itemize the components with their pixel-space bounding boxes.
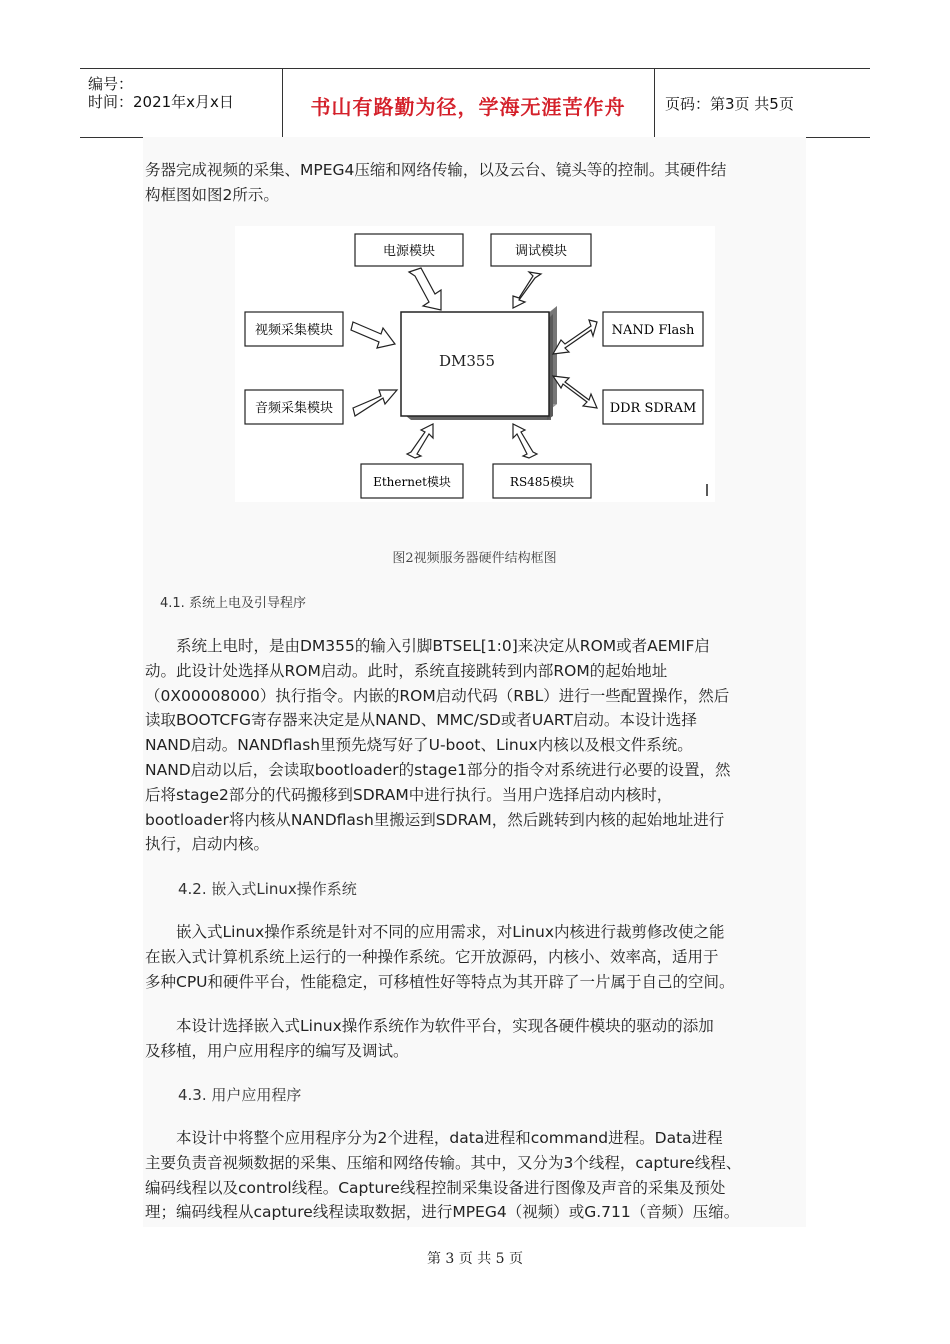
text-line: （0X00008000）执行指令。内嵌的ROM启动代码（RBL）进行一些配置操作，然后	[145, 686, 730, 705]
hardware-block-diagram	[235, 226, 715, 502]
page-footer: 第 3 页 共 5 页	[426, 1251, 524, 1267]
ethernet-module	[361, 464, 463, 498]
dm355-block	[401, 306, 557, 420]
power-module-label: 电源模块	[382, 244, 436, 259]
text-line: 读取BOOTCFG寄存器来决定是从NAND、MMC/SD或者UART启动。本设计选择	[145, 711, 697, 730]
ddr-sdram-module	[603, 390, 703, 424]
rs485-arrow	[513, 424, 537, 458]
text-line: 本设计选择嵌入式Linux操作系统作为软件平台，实现各硬件模块的驱动的添加	[145, 1017, 714, 1035]
app-paragraph	[145, 1126, 811, 1225]
page-label: 页码：第3页 共5页	[665, 95, 794, 113]
date-label: 时间：2021年x月x日	[88, 93, 234, 111]
ethernet-module-label: Ethernet模块	[373, 475, 451, 489]
nand-module-label: NAND Flash	[611, 323, 695, 338]
debug-module-label: 调试模块	[514, 244, 568, 259]
header-meta-cell	[80, 69, 283, 137]
video-module-label: 视频采集模块	[254, 323, 334, 338]
text-line: 本设计中将整个应用程序分为2个进程，data进程和command进程。Data进程	[145, 1129, 723, 1147]
nand-arrow	[553, 320, 597, 354]
video-arrow	[351, 322, 395, 348]
audio-arrow	[353, 390, 397, 416]
linux-paragraph-2	[145, 1014, 811, 1064]
nand-flash-module	[603, 312, 703, 346]
header-page-cell	[655, 69, 870, 137]
audio-capture-module	[245, 390, 343, 424]
linux-paragraph-1	[145, 920, 811, 994]
boot-paragraph	[145, 634, 811, 857]
text-line: 编码线程以及control线程。Capture线程控制采集设备进行图像及声音的采集及预处	[145, 1178, 726, 1197]
power-arrow	[409, 268, 441, 310]
dm355-label: DM355	[438, 352, 496, 370]
text-line: 务器完成视频的采集、MPEG4压缩和网络传输，以及云台、镜头等的控制。其硬件结	[145, 161, 727, 179]
number-label: 编号：	[88, 75, 134, 93]
debug-module	[491, 234, 591, 266]
rs485-module-label: RS485模块	[509, 475, 575, 489]
text-line: 在嵌入式计算机系统上运行的一种操作系统。它开放源码，内核小、效率高，适用于	[145, 947, 719, 966]
text-line: 系统上电时，是由DM355的输入引脚BTSEL[1:0]来决定从ROM或者AEMIF启	[145, 637, 710, 655]
rs485-module	[493, 464, 591, 498]
motto: 书山有路勤为径，学海无涯苦作舟	[310, 95, 626, 119]
header-motto-cell	[282, 69, 655, 137]
text-line: 动。此设计处选择从ROM启动。此时，系统直接跳转到内部ROM的起始地址	[145, 661, 668, 680]
video-capture-module	[245, 312, 343, 346]
section-heading-4-1: 4.1. 系统上电及引导程序	[160, 596, 306, 611]
text-line: 构框图如图2所示。	[145, 185, 279, 204]
power-module	[355, 234, 463, 266]
ddr-module-label: DDR SDRAM	[609, 401, 697, 416]
text-line: 多种CPU和硬件平台，性能稳定，可移植性好等特点为其开辟了一片属于自己的空间。	[145, 972, 735, 991]
text-line: 主要负责音视频数据的采集、压缩和网络传输。其中，又分为3个线程，capture线程、	[145, 1153, 742, 1172]
page-header	[80, 68, 870, 138]
text-line: 执行，启动内核。	[145, 835, 270, 854]
debug-arrow	[513, 272, 541, 308]
text-line: NAND启动以后，会读取bootloader的stage1部分的指令对系统进行必要的设置，然	[145, 760, 731, 779]
text-line: 理；编码线程从capture线程读取数据，进行MPEG4（视频）或G.711（音频）压缩。	[145, 1203, 740, 1222]
audio-module-label: 音频采集模块	[254, 401, 334, 416]
text-line: bootloader将内核从NANDflash里搬运到SDRAM，然后跳转到内核的起始地址进行	[145, 810, 725, 829]
ethernet-arrow	[407, 424, 433, 458]
ddr-arrow	[553, 376, 597, 408]
section-heading-4-2: 4.2. 嵌入式Linux操作系统	[178, 880, 357, 898]
text-line: 后将stage2部分的代码搬移到SDRAM中进行执行。当用户选择启动内核时，	[145, 785, 673, 804]
section-heading-4-3: 4.3. 用户应用程序	[178, 1086, 302, 1104]
text-line: 及移植，用户应用程序的编写及调试。	[145, 1041, 409, 1060]
text-line: 嵌入式Linux操作系统是针对不同的应用需求，对Linux内核进行裁剪修改使之能	[145, 923, 725, 941]
figure-caption: 图2视频服务器硬件结构框图	[392, 551, 557, 566]
intro-paragraph	[145, 158, 811, 208]
text-line: NAND启动。NANDflash里预先烧写好了U-boot、Linux内核以及根文件系统。	[145, 736, 693, 755]
